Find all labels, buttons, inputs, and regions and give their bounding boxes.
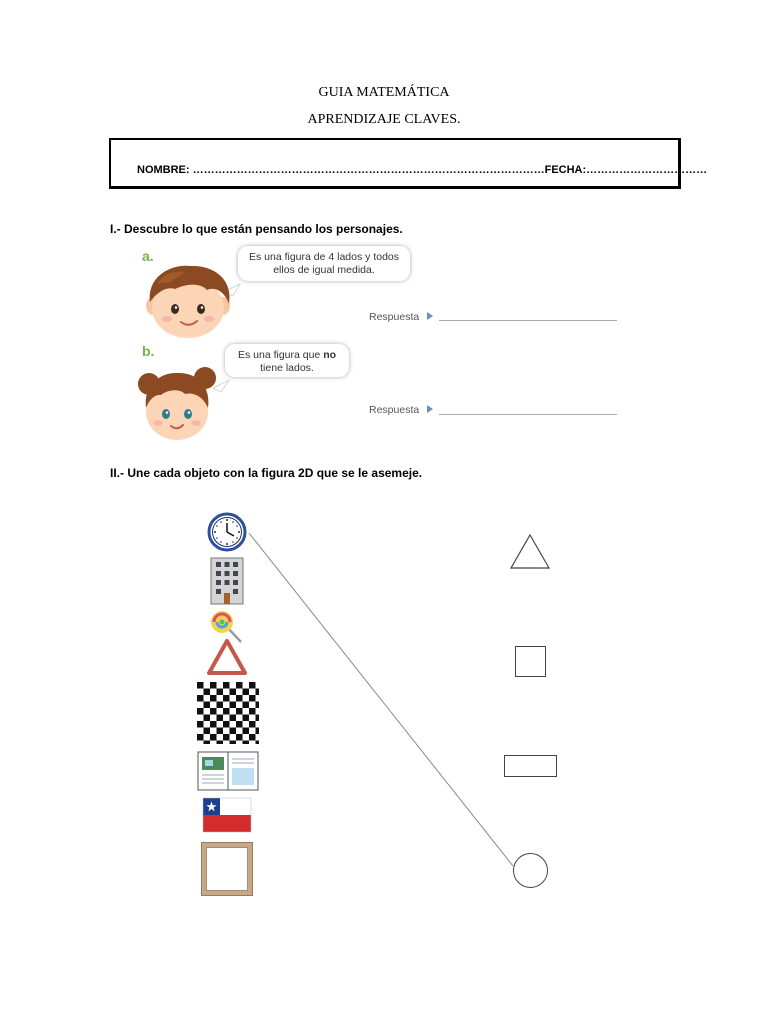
item-a-bubble-text: Es una figura de 4 lados y todos ellos de igual medida. — [248, 251, 399, 276]
clock-icon[interactable] — [208, 512, 248, 552]
item-b-letter: b. — [142, 343, 155, 359]
checkerboard-icon[interactable] — [197, 682, 259, 744]
item-a-letter: a. — [142, 248, 154, 264]
triangle-shape[interactable] — [509, 533, 551, 571]
building-icon[interactable] — [210, 557, 244, 605]
page-title: GUIA MATEMÁTICA — [318, 85, 450, 100]
picture-frame-icon[interactable] — [201, 842, 253, 896]
page-subtitle: APRENDIZAJE CLAVES. — [307, 112, 461, 127]
item-b-bubble-text-start: Es una figura que — [237, 349, 324, 361]
section-2-heading: II.- Une cada objeto con la figura 2D que se le asemeje. — [110, 466, 423, 480]
item-b-bubble-text-end: tiene lados. — [260, 362, 314, 374]
item-b-bubble-text-bold: no — [323, 349, 337, 361]
warning-triangle-icon[interactable] — [206, 638, 248, 676]
item-a-answer-label: Respuesta — [369, 311, 420, 323]
book-icon[interactable] — [197, 751, 259, 791]
chile-flag-icon[interactable] — [203, 798, 251, 832]
rectangle-shape[interactable] — [504, 755, 557, 777]
name-date-field[interactable]: NOMBRE: ……………………………………………………………………………………FECHA:…………………………… — [137, 164, 708, 176]
section-1-heading: I.- Descubre lo que están pensando los personajes. — [110, 222, 403, 236]
circle-shape[interactable] — [513, 853, 548, 888]
item-b-answer-label: Respuesta — [369, 404, 420, 416]
square-shape[interactable] — [515, 646, 546, 677]
